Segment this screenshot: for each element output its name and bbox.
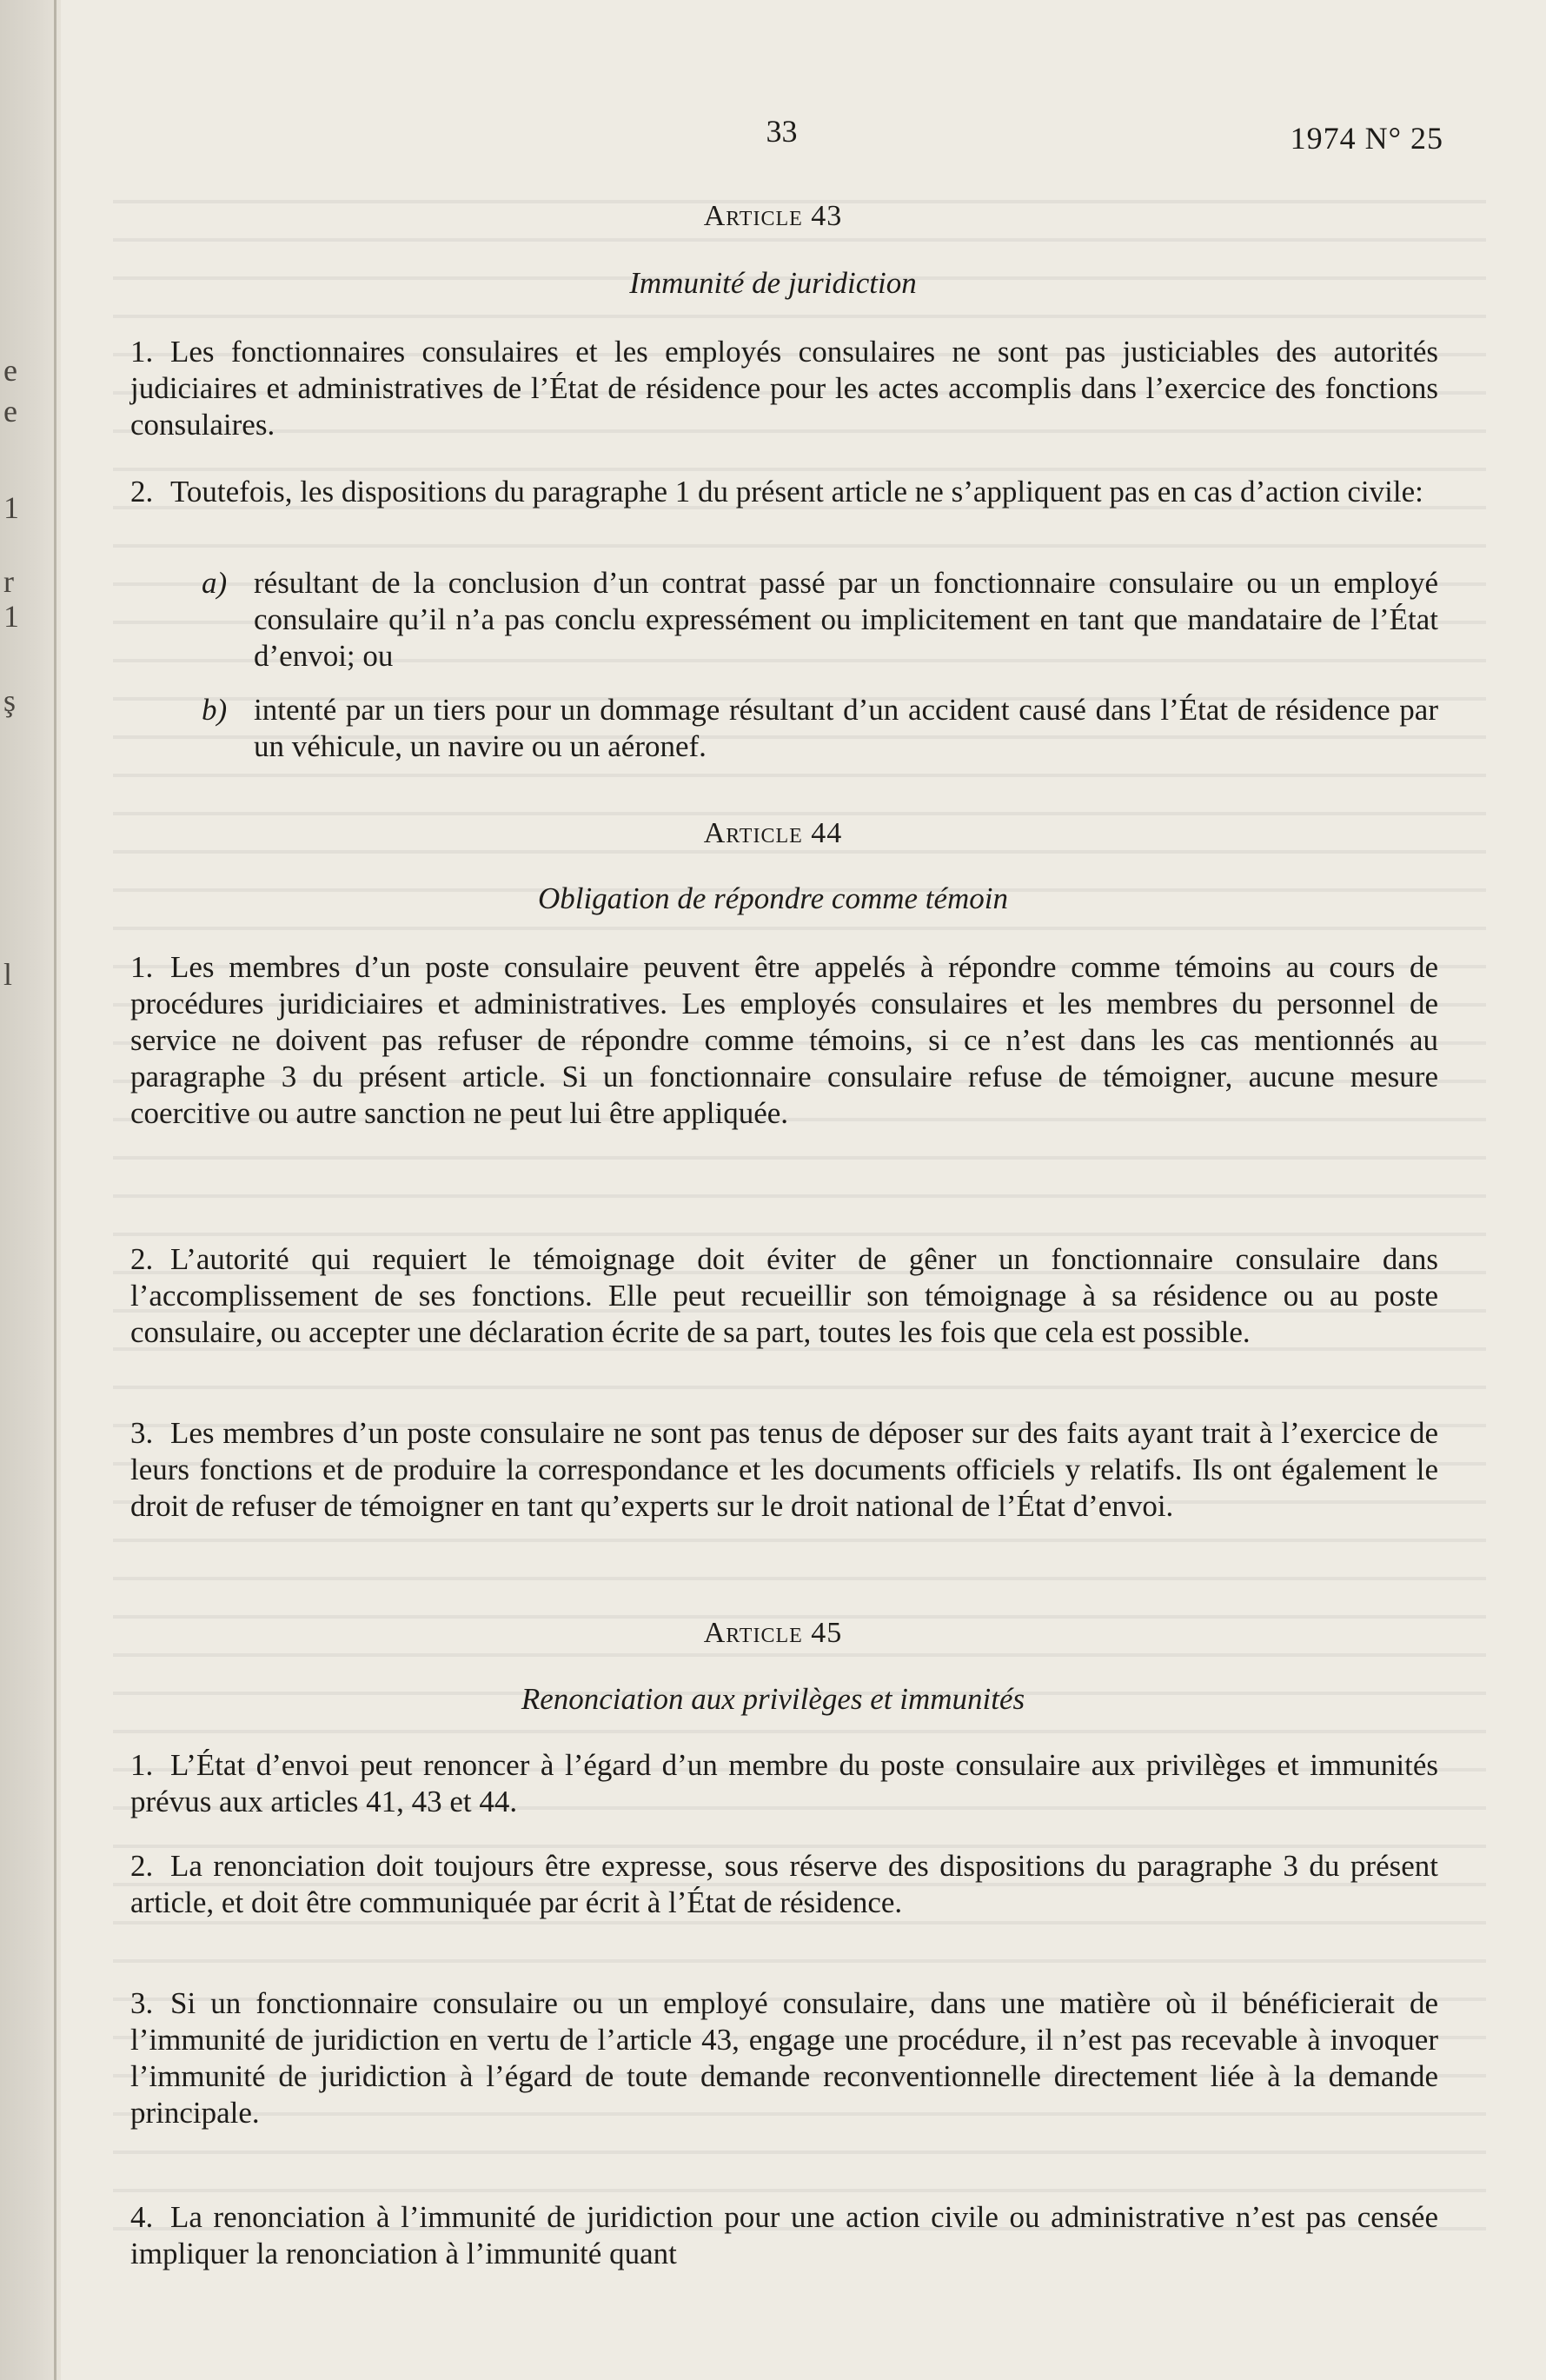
- paragraph-number: 2.: [130, 475, 154, 509]
- paragraph-text: La renonciation doit toujours être expresse, sous réserve des dispositions du paragraphe 3 du présent article, et doit être communiquée par écrit à l’État de résidence.: [130, 1849, 1438, 1919]
- item-label: a): [202, 566, 228, 600]
- item-text: résultant de la conclusion d’un contrat passé par un fonctionnaire consulaire ou un employé consulaire qu’il n’a pas conclu expressément ou implicitement en tant que mandataire de l’État d’envoi; ou: [254, 566, 1438, 673]
- article-43-subtitle: Immunité de juridiction: [629, 266, 917, 300]
- binding-edge: [54, 0, 56, 2380]
- issue-number: 1974 N° 25: [1290, 121, 1443, 156]
- paragraph-text: L’État d’envoi peut renoncer à l’égard d’un membre du poste consulaire aux privilèges et immunités prévus aux articles 41, 43 et 44.: [130, 1748, 1438, 1818]
- page-number: 33: [766, 114, 798, 149]
- margin-letter: ş: [3, 683, 17, 718]
- margin-letter: e: [3, 394, 17, 429]
- item-text: intenté par un tiers pour un dommage résultant d’un accident causé dans l’État de résidence par un véhicule, un navire ou un aéronef.: [254, 693, 1438, 763]
- article-43-paragraph-2: [130, 474, 1438, 510]
- article-44-subtitle: Obligation de répondre comme témoin: [537, 881, 1009, 915]
- article-45-paragraph-2: [130, 1848, 1438, 1921]
- paragraph-number: 3.: [130, 1986, 154, 2020]
- article-43-item-a: [202, 565, 1438, 675]
- paragraph-text: Les fonctionnaires consulaires et les employés consulaires ne sont pas justiciables des autorités judiciaires et administratives de l’État de résidence pour les actes accomplis dans l’exercice des fonctions consulaires.: [130, 335, 1438, 442]
- paragraph-text: Toutefois, les dispositions du paragraphe 1 du présent article ne s’appliquent pas en cas d’action civile:: [170, 475, 1423, 509]
- paragraph-number: 2.: [130, 1849, 154, 1883]
- article-45-title: Article 45: [703, 1617, 843, 1649]
- paragraph-number: 1.: [130, 950, 154, 984]
- article-44-paragraph-3: [130, 1415, 1438, 1525]
- paragraph-text: Les membres d’un poste consulaire peuvent être appelés à répondre comme témoins au cours de procédures juridiciaires et administratives. Les employés consulaires et les membres du personnel de service ne doivent pas refuser de répondre comme témoins, si ce n’est dans les cas mentionnés au paragraphe 3 du présent article. Si un fonctionnaire consulaire refuse de témoigner, aucune mesure coercitive ou autre sanction ne peut lui être appliquée.: [130, 950, 1438, 1130]
- article-43-item-b: [202, 692, 1438, 765]
- article-43-paragraph-1: [130, 334, 1438, 443]
- article-44-paragraph-2: [130, 1241, 1438, 1351]
- article-45-paragraph-3: [130, 1985, 1438, 2131]
- paragraph-text: Les membres d’un poste consulaire ne sont pas tenus de déposer sur des faits ayant trait à l’exercice de leurs fonctions et de produire la correspondance et les documents officiels y relatifs. Ils ont également le droit de refuser de témoigner en tant qu’experts sur le droit national de l’État d’envoi.: [130, 1416, 1438, 1523]
- margin-letter: 1: [3, 599, 19, 634]
- article-45-paragraph-4: [130, 2199, 1438, 2272]
- margin-letter: 1: [3, 490, 19, 525]
- paragraph-text: L’autorité qui requiert le témoignage doit éviter de gêner un fonctionnaire consulaire dans l’accomplissement de ses fonctions. Elle peut recueillir son témoignage à sa résidence ou au poste consulaire, ou accepter une déclaration écrite de sa part, toutes les fois que cela est possible.: [130, 1242, 1438, 1349]
- article-44-title: Article 44: [703, 817, 843, 849]
- paragraph-number: 1.: [130, 335, 154, 369]
- margin-letter: r: [3, 564, 14, 599]
- article-45-subtitle: Renonciation aux privilèges et immunités: [521, 1682, 1025, 1716]
- article-45-paragraph-1: [130, 1747, 1438, 1820]
- paragraph-text: La renonciation à l’immunité de juridiction pour une action civile ou administrative n’est pas censée impliquer la renonciation à l’immunité quant: [130, 2200, 1438, 2270]
- paragraph-number: 3.: [130, 1416, 154, 1450]
- paragraph-number: 1.: [130, 1748, 154, 1782]
- article-44-paragraph-1: [130, 949, 1438, 1132]
- article-43-title: Article 43: [703, 200, 843, 232]
- item-label: b): [202, 693, 228, 727]
- margin-letter: l: [3, 957, 13, 992]
- margin-letter: e: [3, 353, 17, 388]
- paragraph-text: Si un fonctionnaire consulaire ou un employé consulaire, dans une matière où il bénéficierait de l’immunité de juridiction en vertu de l’article 43, engage une procédure, il n’est pas recevable à invoquer l’immunité de juridiction à l’égard de toute demande reconventionnelle directement liée à la demande principale.: [130, 1986, 1438, 2130]
- paragraph-number: 4.: [130, 2200, 154, 2234]
- paragraph-number: 2.: [130, 1242, 154, 1276]
